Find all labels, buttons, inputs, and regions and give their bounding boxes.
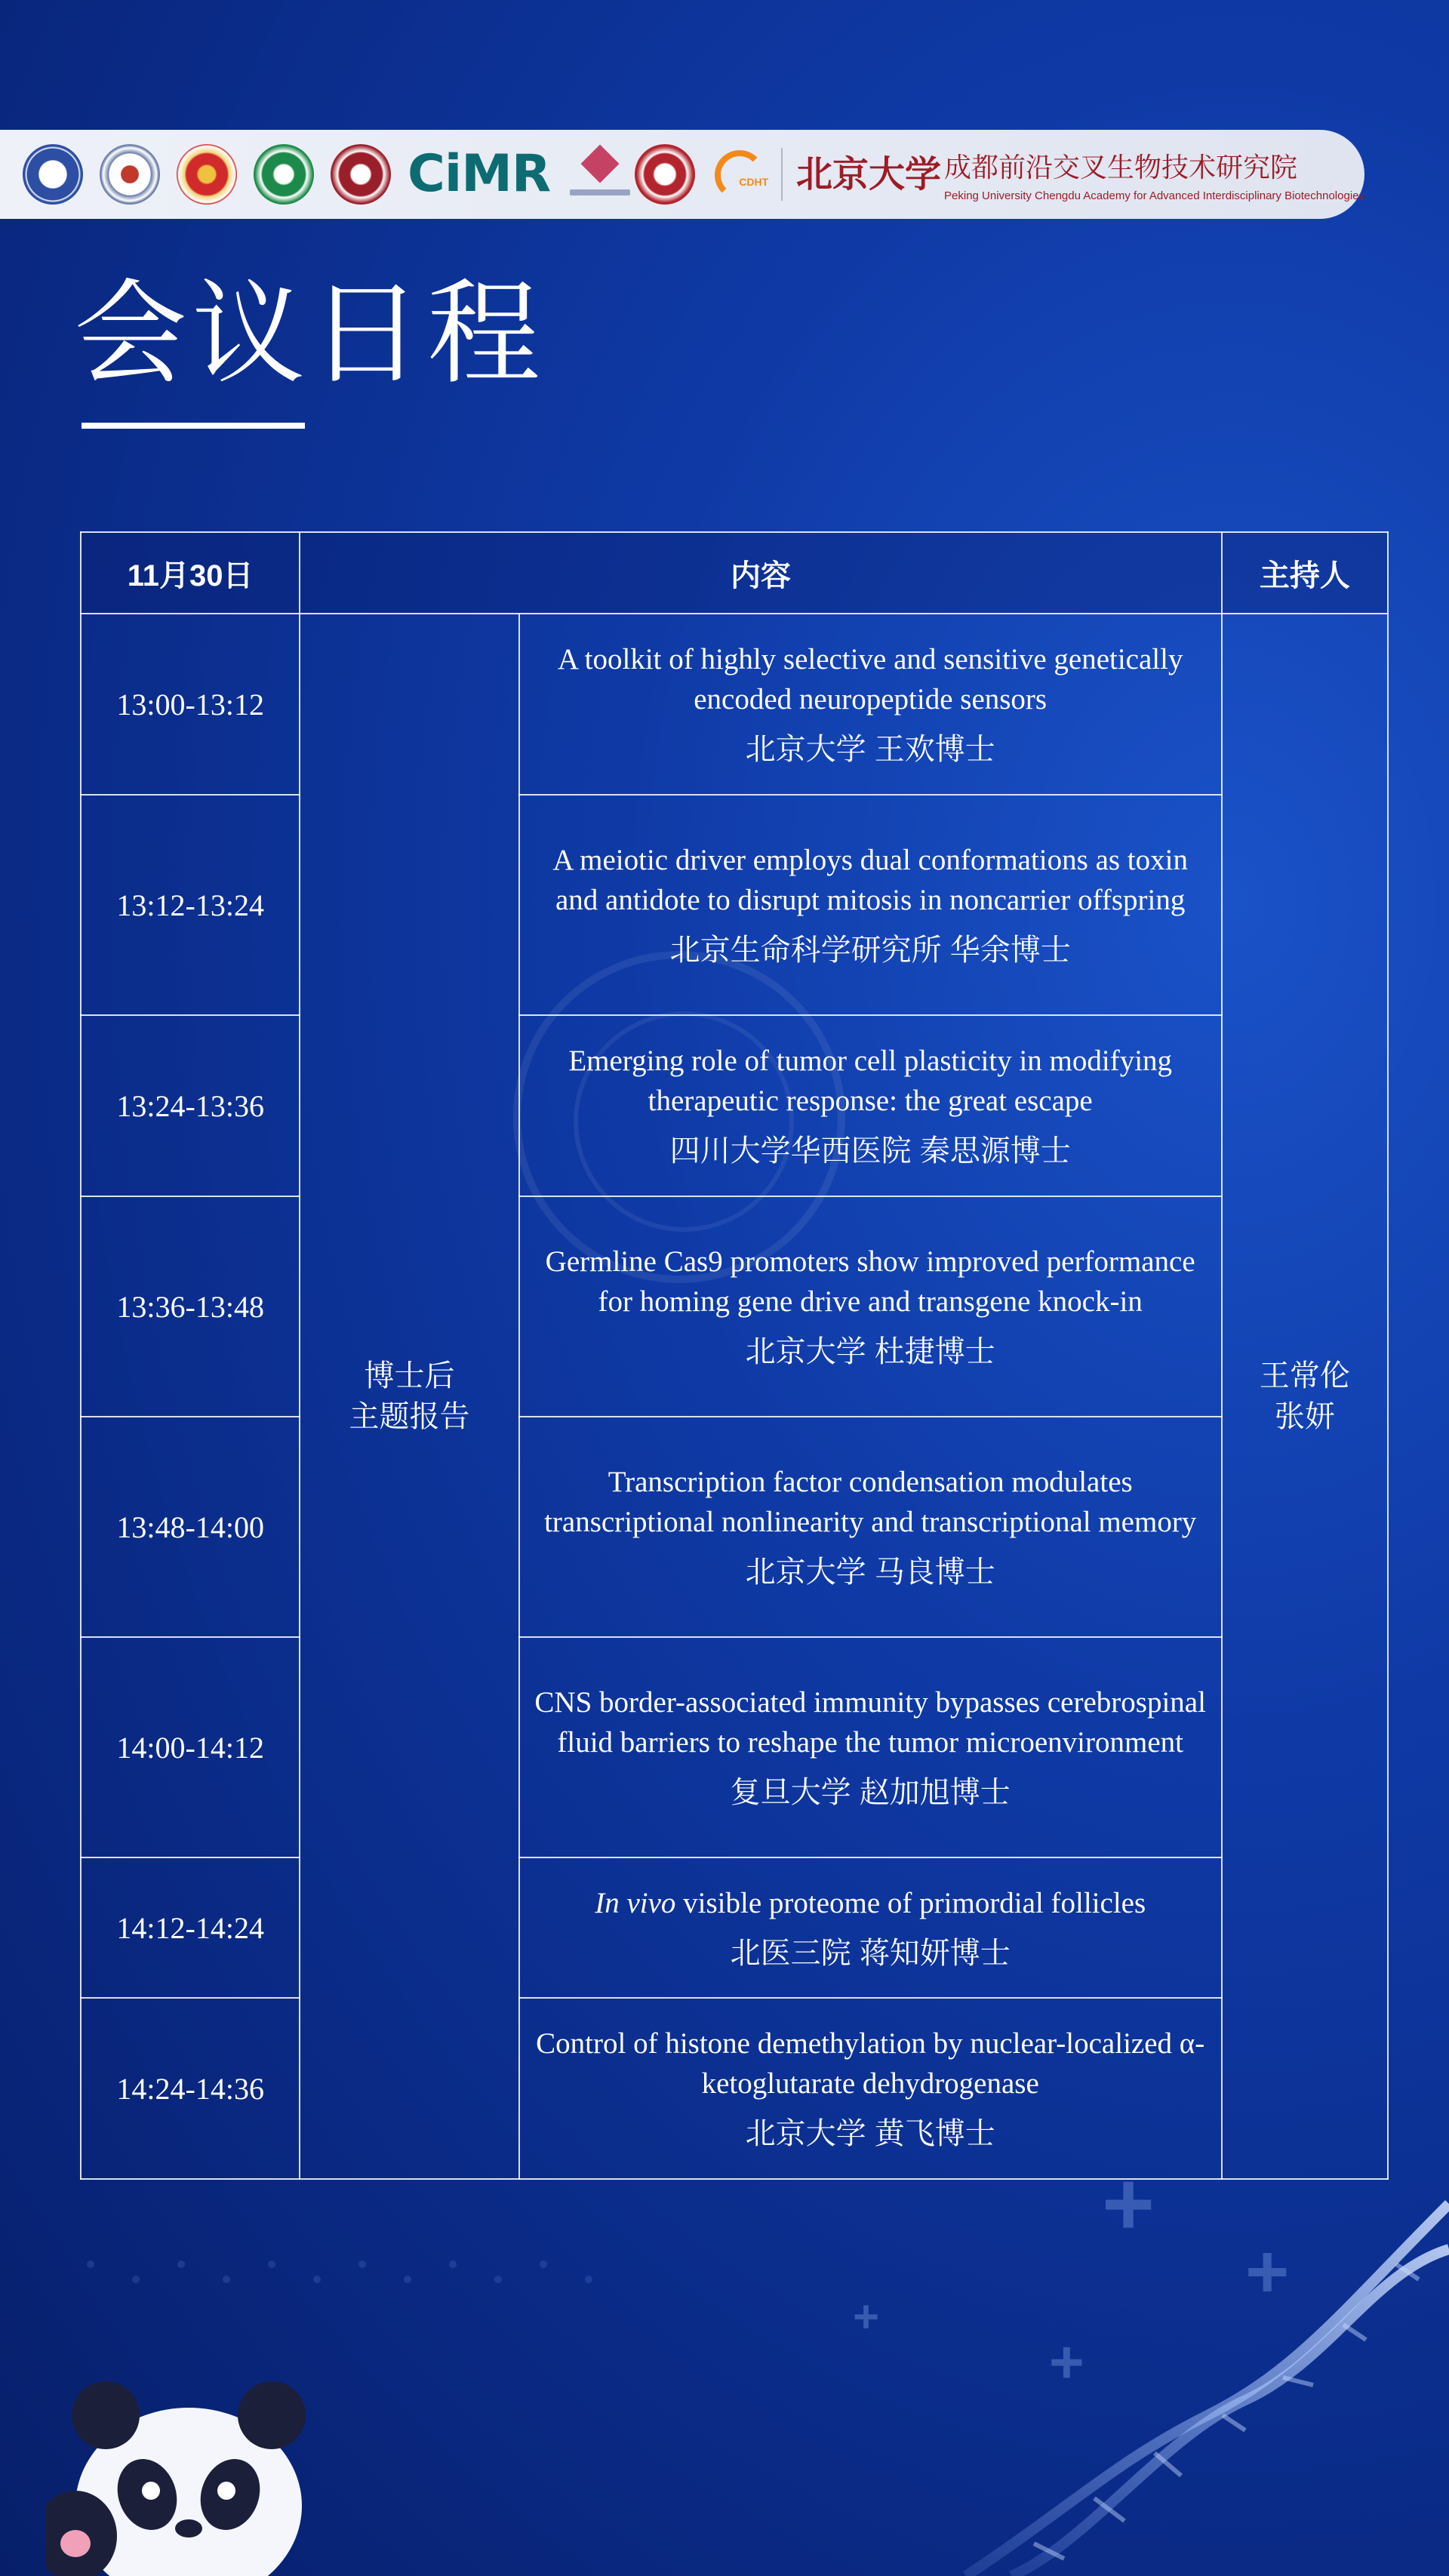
header-date: 11月30日 (81, 532, 300, 614)
table-row (81, 1417, 1388, 1637)
table-header-row (81, 532, 1388, 614)
plus-decoration: + (1102, 2153, 1155, 2254)
cdht-logo: CDHT (712, 144, 766, 205)
nibs-logo (570, 144, 618, 205)
institute-seal-logo (100, 144, 160, 205)
schedule-table (80, 531, 1389, 2180)
talk-speaker: 复旦大学 赵加旭博士 (730, 1776, 1011, 1809)
dna-helix-illustration (921, 2189, 1449, 2576)
talk-cell (519, 1196, 1222, 1417)
talk-title-rest: visible proteome of primordial follicles (675, 1886, 1146, 1919)
table-row (81, 1015, 1388, 1196)
talk-cell (519, 1417, 1222, 1637)
green-seal-logo (254, 144, 314, 205)
time-slot: 14:24-14:36 (81, 1998, 300, 2179)
table-row (81, 795, 1388, 1015)
logo-divider (781, 148, 783, 201)
logo-bar (0, 130, 1364, 219)
session-category (300, 614, 518, 2179)
talk-speaker: 北京大学 黄飞博士 (745, 2117, 995, 2150)
category-line: 博士后 (364, 1359, 455, 1393)
talk-title: A meiotic driver employs dual conformations as toxin and antidote to disrupt mitosis in noncarrier offspring (552, 844, 1188, 916)
university-seal-logo (23, 144, 83, 205)
plus-decoration: + (1245, 2230, 1290, 2314)
talk-title: Transcription factor condensation modulates transcriptional nonlinearity and transcriptional memory (544, 1466, 1197, 1538)
talk-cell (519, 614, 1222, 795)
time-slot: 13:48-14:00 (81, 1417, 300, 1637)
pku-academy-name: 成都前沿交叉生物技术研究院 (944, 152, 1298, 183)
talk-title-italic: In vivo (595, 1886, 676, 1919)
talk-cell (519, 795, 1222, 1015)
talk-speaker: 北京大学 杜捷博士 (745, 1335, 995, 1368)
time-slot: 13:12-13:24 (81, 795, 300, 1015)
time-slot: 13:00-13:12 (81, 614, 300, 795)
talk-title: A toolkit of highly selective and sensitive genetically encoded neuropeptide sensors (557, 643, 1183, 716)
table-row (81, 1998, 1388, 2179)
talk-speaker: 北京大学 王欢博士 (745, 733, 995, 766)
talk-speaker: 北医三院 蒋知妍博士 (730, 1936, 1011, 1970)
category-line: 主题报告 (349, 1400, 470, 1433)
talk-cell (519, 1015, 1222, 1196)
header-content: 内容 (300, 532, 1221, 614)
talk-title: Control of histone demethylation by nuclear-localized α-ketoglutarate dehydrogenase (536, 2027, 1205, 2100)
talk-speaker: 北京大学 马良博士 (745, 1556, 995, 1589)
time-slot: 13:36-13:48 (81, 1196, 300, 1417)
talk-cell (519, 1637, 1222, 1857)
table-row (81, 1196, 1388, 1417)
table-row (81, 1857, 1388, 1998)
table-row (81, 1637, 1388, 1857)
plus-decoration: + (1049, 2328, 1084, 2396)
table-row (81, 614, 1388, 795)
time-slot: 13:24-13:36 (81, 1015, 300, 1196)
hospital-seal-logo (177, 144, 237, 205)
host-name: 王常伦 (1259, 1359, 1350, 1393)
cimr-logo: CiMR (408, 144, 551, 204)
talk-cell (519, 1998, 1222, 2179)
talk-title: CNS border-associated immunity bypasses cerebrospinal fluid barriers to reshape the tumor microenvironment (534, 1686, 1206, 1759)
talk-title: Germline Cas9 promoters show improved performance for homing gene drive and transgene knock-in (545, 1245, 1195, 1318)
pku-seal-logo (635, 144, 695, 205)
talk-cell (519, 1857, 1222, 1998)
panda-mascot (45, 2362, 332, 2576)
talk-speaker: 北京生命科学研究所 华余博士 (669, 934, 1071, 967)
page-title: 会议日程 (74, 269, 546, 400)
talk-title (534, 1883, 1208, 1923)
red-seal-logo (331, 144, 391, 205)
pku-academy-english: Peking University Chengdu Academy for Advanced Interdisciplinary Biotechnologies (944, 189, 1364, 202)
header-host: 主持人 (1222, 532, 1388, 614)
time-slot: 14:00-14:12 (81, 1637, 300, 1857)
plus-decoration: + (853, 2291, 880, 2342)
host-name: 张妍 (1274, 1400, 1335, 1433)
talk-speaker: 四川大学华西医院 秦思源博士 (669, 1134, 1071, 1168)
pku-academy-logo (796, 146, 1364, 202)
time-slot: 14:12-14:24 (81, 1857, 300, 1998)
pku-title: 北京大学 (796, 153, 942, 195)
title-underline (82, 423, 305, 429)
talk-title: Emerging role of tumor cell plasticity in modifying therapeutic response: the great escape (568, 1045, 1173, 1117)
session-hosts (1222, 614, 1388, 2179)
